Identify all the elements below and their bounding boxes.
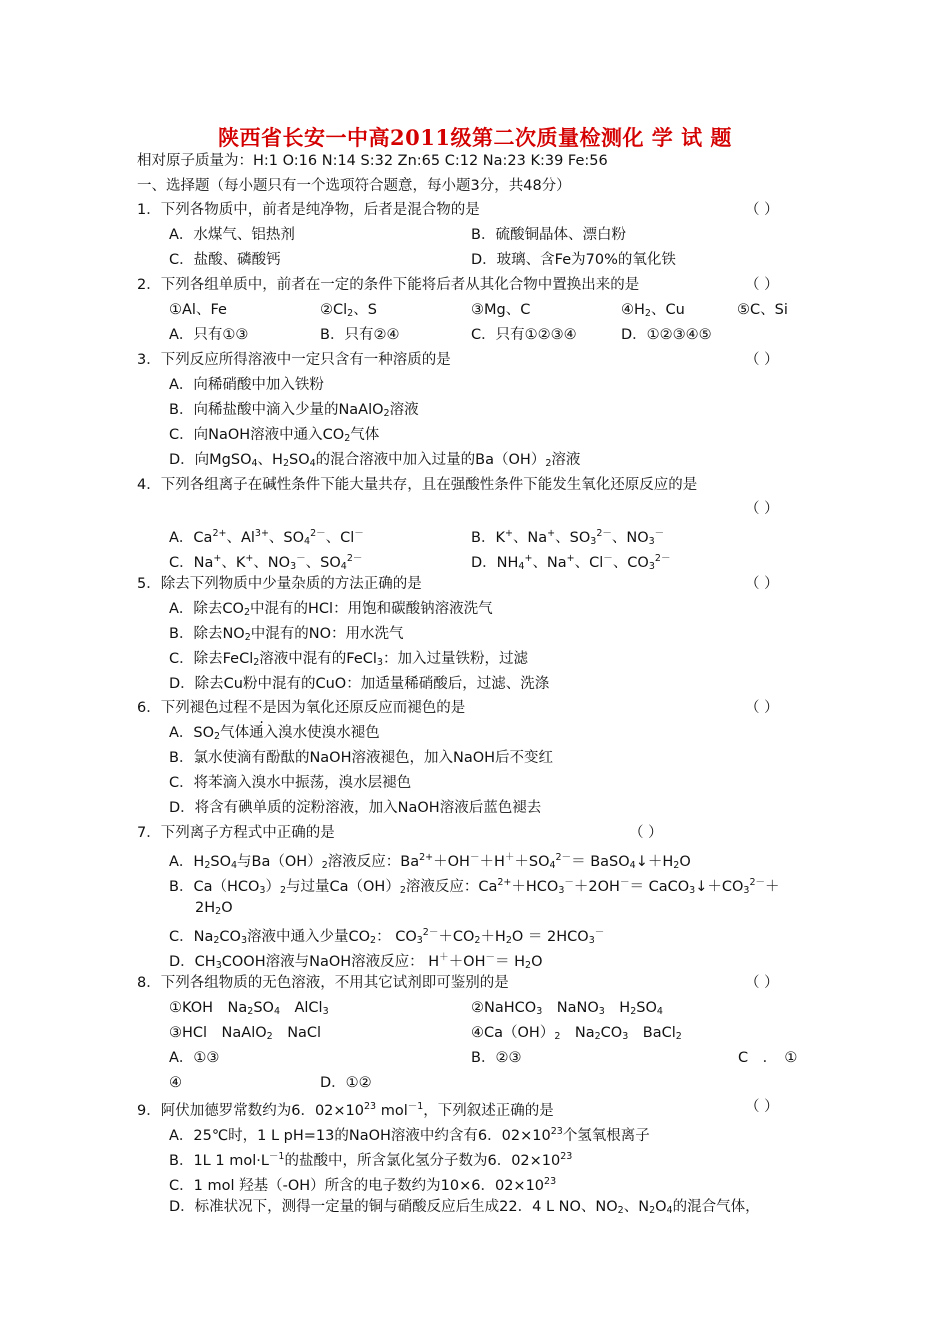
q4-option-d: D．$NH_4^+$、Na+、Cl－、$CO_3^{2-}$	[471, 553, 671, 572]
q4-option-b: B．K+、Na+、$SO_3^{2-}$、$NO_3^-$	[471, 528, 665, 547]
q9-option-c: C．1 mol 羟基（-OH）所含的电子数约为10×6．$02\times 10^{23}$	[169, 1176, 557, 1194]
q2-item-3: ③Mg、C	[471, 302, 531, 318]
question-2-stem: 2．下列各组单质中，前者在一定的条件下能将后者从其化合物中置换出来的是	[137, 277, 640, 293]
answer-paren: （ ）	[745, 202, 779, 218]
answer-paren: （ ）	[745, 576, 779, 592]
emphasis-dots: 不是	[247, 700, 277, 716]
atomic-masses: 相对原子质量为：H:1 O:16 N:14 S:32 Zn:65 C:12 Na:23 K:39 Fe:56	[137, 153, 608, 169]
q1-option-b: B．硫酸铜晶体、漂白粉	[471, 227, 626, 243]
q2-item-1: ①Al、Fe	[169, 302, 227, 318]
answer-paren: （ ）	[629, 825, 663, 841]
q2-option-b: B．只有②④	[320, 327, 400, 343]
q6-option-d: D．将含有碘单质的淀粉溶液，加入NaOH溶液后蓝色褪去	[169, 800, 542, 816]
q9-option-a: A．25℃时，1 L pH=13的NaOH溶液中约含有6．$02\times 10^{23}$个氢氧根离子	[169, 1126, 650, 1144]
q3-option-d: D．向MgSO$_4$、$H_2SO_4$的混合溶液中加入过量的$Ba(OH)_2$溶液	[169, 452, 581, 469]
q8-option-d: D．①②	[320, 1075, 372, 1091]
q8-option-b: B．②③	[471, 1050, 522, 1066]
q2-option-d: D．①②③④⑤	[621, 327, 712, 343]
page-title: 陕西省长安一中高2011级第二次质量检测化 学 试 题	[218, 125, 732, 150]
answer-paren: （ ）	[745, 352, 779, 368]
q5-option-c: C．除去FeCl$_2$溶液中混有的FeCl$_3$：加入过量铁粉，过滤	[169, 651, 528, 668]
q1-option-c: C．盐酸、磷酸钙	[169, 252, 281, 268]
q7-option-d: D．$CH_3COOH$溶液与NaOH溶液反应： $H^++OH^-= H_2O$	[169, 952, 543, 971]
question-5-stem: 5．除去下列物质中少量杂质的方法正确的是	[137, 576, 422, 592]
q8-option-c: C ． ①	[738, 1050, 798, 1066]
q5-option-d: D．除去Cu粉中混有的CuO：加适量稀硝酸后，过滤、洗涤	[169, 676, 550, 692]
answer-paren: （ ）	[745, 975, 779, 991]
q8-item-3: ③HCl NaAlO$_2$ NaCl	[169, 1025, 322, 1042]
q7-option-a: A．$H_2SO_4$与$Ba(OH)_2$溶液反应：$Ba^{2+}+OH^-+H^++SO_4^{2-}=$ $BaSO_4↓+H_2O$	[169, 852, 691, 871]
q1-option-d: D．玻璃、含Fe为70%的氧化铁	[471, 252, 676, 268]
q7-option-b: B．$Ca(HCO_3)_2$与过量$Ca(OH)_2$溶液反应：$Ca^{2+}+HCO_3^-+2OH^-=$ $CaCO_3↓+CO_3^{2-}+$	[169, 877, 780, 896]
question-3-stem: 3．下列反应所得溶液中一定只含有一种溶质的是	[137, 352, 451, 368]
q3-option-b: B．向稀盐酸中滴入少量的NaAlO$_2$溶液	[169, 402, 419, 419]
question-9-stem: 9．阿伏加德罗常数约为6．$02\times 10^{23}$ mol$^{-1}$，下列叙述正确的是	[137, 1101, 554, 1119]
q2-item-4: $④H_2$、Cu	[621, 302, 685, 319]
answer-paren: （ ）	[745, 700, 779, 716]
q8-item-4: $④Ca(OH)_2$ $Na_2CO_3$ BaCl$_2$	[471, 1025, 682, 1042]
q5-option-a: A．除去$CO_2$中混有的HCl：用饱和碳酸钠溶液洗气	[169, 601, 493, 618]
q4-option-c: C．Na+、K+、$NO_3^-$、$SO_4^{2-}$	[169, 553, 363, 572]
q2-option-a: A．只有①③	[169, 327, 249, 343]
q3-option-a: A．向稀硝酸中加入铁粉	[169, 377, 324, 393]
q8-option-c-cont: ④	[169, 1075, 182, 1091]
answer-paren: （ ）	[745, 277, 779, 293]
answer-paren: （ ）	[745, 1099, 779, 1115]
q6-option-a: A．$SO_2$气体通入溴水使溴水褪色	[169, 725, 380, 742]
q6-option-c: C．将苯滴入溴水中振荡，溴水层褪色	[169, 775, 412, 791]
section-heading: 一、选择题（每小题只有一个选项符合题意，每小题3分，共48分）	[137, 178, 571, 194]
q2-item-5: ⑤C、Si	[737, 302, 788, 318]
q3-option-c: C．向NaOH溶液中通入$CO_2$气体	[169, 427, 380, 444]
q1-option-a: A．水煤气、铝热剂	[169, 227, 295, 243]
q7-option-b-cont: $2H_2O$	[195, 900, 233, 917]
question-4-stem: 4．下列各组离子在碱性条件下能大量共存，且在强酸性条件下能发生氧化还原反应的是	[137, 477, 698, 493]
q8-option-a: A．①③	[169, 1050, 220, 1066]
question-6-stem: 6．下列褪色过程不是因为氧化还原反应而褪色的是	[137, 700, 466, 716]
q8-item-2: ②NaHCO$_3$ NaNO$_3$ $H_2SO_4$	[471, 1000, 663, 1017]
question-8-stem: 8．下列各组物质的无色溶液，不用其它试剂即可鉴别的是	[137, 975, 509, 991]
question-7-stem: 7．下列离子方程式中正确的是	[137, 825, 335, 841]
question-1-stem: 1．下列各物质中，前者是纯净物，后者是混合物的是	[137, 202, 480, 218]
q6-option-b: B．氯水使滴有酚酞的NaOH溶液褪色，加入NaOH后不变红	[169, 750, 554, 766]
q8-item-1: ①KOH $Na_2SO_4$ AlCl$_3$	[169, 1000, 329, 1017]
q2-item-2: $②Cl_2$、S	[320, 302, 377, 319]
q9-option-d: D．标准状况下，测得一定量的铜与硝酸反应后生成22．4 L NO、$NO_2$、$N_2O_4$的混合气体，	[169, 1199, 760, 1216]
q2-option-c: C．只有①②③④	[471, 327, 577, 343]
q5-option-b: B．除去$NO_2$中混有的NO：用水洗气	[169, 626, 404, 643]
q9-option-b: B．1L 1 $mol\cdot L^{-1}$的盐酸中，所含氯化氢分子数为6．$02\times 10^{23}$	[169, 1151, 573, 1169]
q4-option-a: A．$Ca^{2+}$、$Al^{3+}$、$SO_4^{2-}$、Cl－	[169, 528, 364, 547]
answer-paren: （ ）	[745, 501, 779, 517]
q7-option-c: C．$Na_2CO_3$溶液中通入少量$CO_2$： $CO_3^{2-}+CO_2+H_2O = 2HCO_3^-$	[169, 927, 605, 946]
